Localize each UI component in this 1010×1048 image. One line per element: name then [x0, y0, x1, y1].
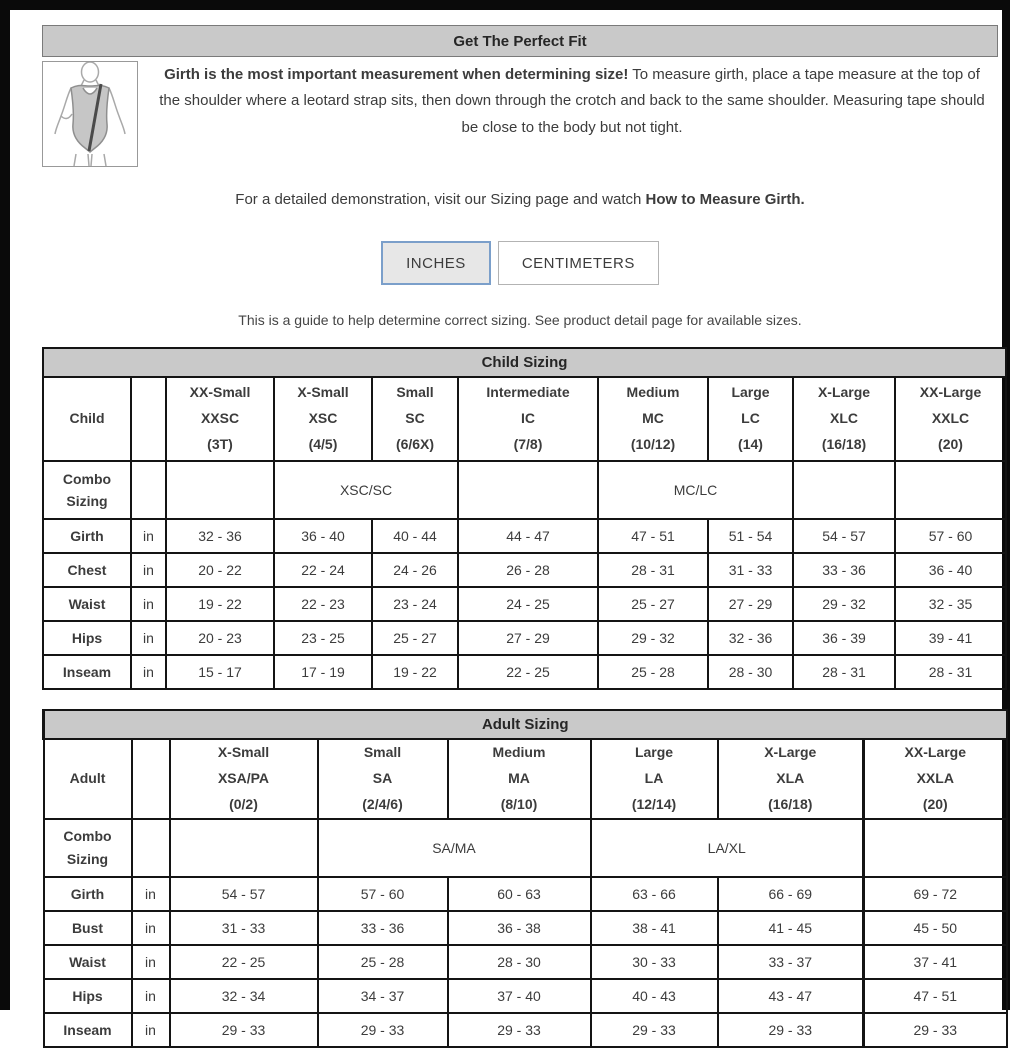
value-cell: 36 - 40 [895, 553, 1006, 587]
value-cell: 31 - 33 [170, 911, 318, 945]
value-cell: 33 - 36 [318, 911, 448, 945]
page-title [42, 25, 998, 57]
value-cell: 33 - 36 [793, 553, 895, 587]
combo-unit-cell [131, 461, 166, 519]
value-cell: 27 - 29 [708, 587, 793, 621]
value-cell: 27 - 29 [458, 621, 598, 655]
value-cell: 28 - 31 [598, 553, 708, 587]
value-cell: 63 - 66 [591, 877, 718, 911]
value-cell: 28 - 30 [708, 655, 793, 689]
combo-cell [895, 461, 1006, 519]
value-cell: 29 - 33 [318, 1013, 448, 1047]
measurement-label: Bust [44, 911, 132, 945]
value-cell: 28 - 31 [895, 655, 1006, 689]
unit-cell: in [131, 553, 166, 587]
value-cell: 29 - 33 [864, 1013, 1007, 1047]
value-cell: 32 - 35 [895, 587, 1006, 621]
value-cell: 57 - 60 [895, 519, 1006, 553]
value-cell: 38 - 41 [591, 911, 718, 945]
value-cell: 40 - 43 [591, 979, 718, 1013]
measurement-label: Waist [43, 587, 131, 621]
value-cell: 40 - 44 [372, 519, 458, 553]
value-cell: 66 - 69 [718, 877, 864, 911]
table-row [43, 553, 1006, 587]
measurement-label: Chest [43, 553, 131, 587]
combo-cell [170, 819, 318, 877]
table-row [43, 519, 1006, 553]
value-cell: 33 - 37 [718, 945, 864, 979]
table-row [43, 655, 1006, 689]
size-column-header: Large LA (12/14) [591, 739, 718, 819]
combo-cell [864, 819, 1007, 877]
value-cell: 32 - 36 [166, 519, 274, 553]
value-cell: 25 - 27 [372, 621, 458, 655]
inches-button[interactable]: INCHES [381, 241, 491, 285]
table-title: Adult Sizing [44, 710, 1007, 739]
adult-sizing-table [42, 709, 1008, 1048]
value-cell: 45 - 50 [864, 911, 1007, 945]
value-cell: 44 - 47 [458, 519, 598, 553]
combo-cell [793, 461, 895, 519]
value-cell: 28 - 31 [793, 655, 895, 689]
value-cell: 51 - 54 [708, 519, 793, 553]
value-cell: 25 - 28 [318, 945, 448, 979]
size-column-header: X-Small XSA/PA (0/2) [170, 739, 318, 819]
table-row [44, 945, 1007, 979]
value-cell: 30 - 33 [591, 945, 718, 979]
measurement-label: Waist [44, 945, 132, 979]
unit-cell: in [132, 1013, 170, 1047]
demo-line [42, 191, 998, 208]
value-cell: 31 - 33 [708, 553, 793, 587]
measurement-label: Inseam [44, 1013, 132, 1047]
value-cell: 47 - 51 [598, 519, 708, 553]
value-cell: 37 - 41 [864, 945, 1007, 979]
unit-cell: in [131, 621, 166, 655]
value-cell: 25 - 27 [598, 587, 708, 621]
value-cell: 32 - 36 [708, 621, 793, 655]
size-column-header: Small SC (6/6X) [372, 377, 458, 461]
demo-line-text: For a detailed demonstration, visit our Sizing page and watch [235, 191, 646, 208]
intro-text-bold: Girth is the most important measurement when determining size! [164, 66, 629, 83]
size-column-header: Medium MC (10/12) [598, 377, 708, 461]
value-cell: 36 - 38 [448, 911, 591, 945]
child-sizing-table [42, 347, 1007, 690]
leotard-figure-icon [43, 62, 137, 166]
value-cell: 19 - 22 [166, 587, 274, 621]
value-cell: 25 - 28 [598, 655, 708, 689]
size-column-header: Medium MA (8/10) [448, 739, 591, 819]
size-column-header: XX-Large XXLA (20) [864, 739, 1007, 819]
value-cell: 22 - 23 [274, 587, 372, 621]
value-cell: 29 - 33 [591, 1013, 718, 1047]
size-column-header: X-Large XLC (16/18) [793, 377, 895, 461]
value-cell: 26 - 28 [458, 553, 598, 587]
size-column-header: Intermediate IC (7/8) [458, 377, 598, 461]
measurement-label: Inseam [43, 655, 131, 689]
table-row [44, 877, 1007, 911]
table-row [44, 911, 1007, 945]
value-cell: 15 - 17 [166, 655, 274, 689]
value-cell: 29 - 33 [448, 1013, 591, 1047]
size-column-header: Large LC (14) [708, 377, 793, 461]
value-cell: 22 - 25 [458, 655, 598, 689]
value-cell: 29 - 33 [718, 1013, 864, 1047]
intro-text-rest: To measure girth, place a tape measure at the top of the shoulder where a leotard strap sits, then down through the crotch and back to the same shoulder. Measuring tape should be close to the body but not tight. [159, 66, 985, 136]
value-cell: 36 - 39 [793, 621, 895, 655]
value-cell: 20 - 22 [166, 553, 274, 587]
value-cell: 22 - 25 [170, 945, 318, 979]
combo-cell [458, 461, 598, 519]
intro-text [138, 59, 998, 167]
size-column-header: XX-Large XXLC (20) [895, 377, 1006, 461]
combo-cell [166, 461, 274, 519]
centimeters-button[interactable]: CENTIMETERS [498, 241, 659, 285]
value-cell: 28 - 30 [448, 945, 591, 979]
page-title-text: Get The Perfect Fit [453, 32, 587, 50]
table-corner-label: Child [43, 377, 131, 461]
value-cell: 39 - 41 [895, 621, 1006, 655]
combo-cell: XSC/SC [274, 461, 458, 519]
value-cell: 20 - 23 [166, 621, 274, 655]
value-cell: 24 - 25 [458, 587, 598, 621]
combo-sizing-label: Combo Sizing [44, 819, 132, 877]
size-column-header: XX-Small XXSC (3T) [166, 377, 274, 461]
combo-unit-cell [132, 819, 170, 877]
value-cell: 60 - 63 [448, 877, 591, 911]
value-cell: 54 - 57 [793, 519, 895, 553]
value-cell: 57 - 60 [318, 877, 448, 911]
value-cell: 24 - 26 [372, 553, 458, 587]
unit-cell: in [132, 911, 170, 945]
size-column-header: X-Large XLA (16/18) [718, 739, 864, 819]
unit-cell: in [132, 945, 170, 979]
value-cell: 17 - 19 [274, 655, 372, 689]
table-title: Child Sizing [43, 348, 1006, 377]
combo-cell: MC/LC [598, 461, 793, 519]
value-cell: 47 - 51 [864, 979, 1007, 1013]
unit-cell: in [131, 519, 166, 553]
value-cell: 54 - 57 [170, 877, 318, 911]
value-cell: 36 - 40 [274, 519, 372, 553]
size-column-header: Small SA (2/4/6) [318, 739, 448, 819]
sizing-guide-note: This is a guide to help determine correct sizing. See product detail page for available sizes. [238, 312, 802, 328]
intro-section [42, 59, 998, 167]
value-cell: 69 - 72 [864, 877, 1007, 911]
demo-line-bold: How to Measure Girth. [645, 191, 805, 208]
value-cell: 34 - 37 [318, 979, 448, 1013]
measurement-label: Girth [44, 877, 132, 911]
size-column-header: X-Small XSC (4/5) [274, 377, 372, 461]
value-cell: 19 - 22 [372, 655, 458, 689]
table-row [44, 1013, 1007, 1047]
value-cell: 29 - 32 [793, 587, 895, 621]
unit-cell: in [131, 587, 166, 621]
unit-cell: in [131, 655, 166, 689]
value-cell: 41 - 45 [718, 911, 864, 945]
unit-cell: in [132, 877, 170, 911]
measurement-label: Hips [44, 979, 132, 1013]
value-cell: 23 - 25 [274, 621, 372, 655]
unit-header-cell [132, 739, 170, 819]
value-cell: 43 - 47 [718, 979, 864, 1013]
value-cell: 37 - 40 [448, 979, 591, 1013]
value-cell: 29 - 32 [598, 621, 708, 655]
table-row [43, 587, 1006, 621]
value-cell: 29 - 33 [170, 1013, 318, 1047]
unit-toggle [42, 241, 998, 285]
value-cell: 22 - 24 [274, 553, 372, 587]
measurement-label: Girth [43, 519, 131, 553]
value-cell: 23 - 24 [372, 587, 458, 621]
measurement-label: Hips [43, 621, 131, 655]
combo-sizing-label: Combo Sizing [43, 461, 131, 519]
table-row [44, 979, 1007, 1013]
value-cell: 32 - 34 [170, 979, 318, 1013]
girth-measurement-illustration [42, 61, 138, 167]
unit-header-cell [131, 377, 166, 461]
combo-cell: LA/XL [591, 819, 864, 877]
table-row [43, 621, 1006, 655]
table-corner-label: Adult [44, 739, 132, 819]
combo-cell: SA/MA [318, 819, 591, 877]
unit-cell: in [132, 979, 170, 1013]
